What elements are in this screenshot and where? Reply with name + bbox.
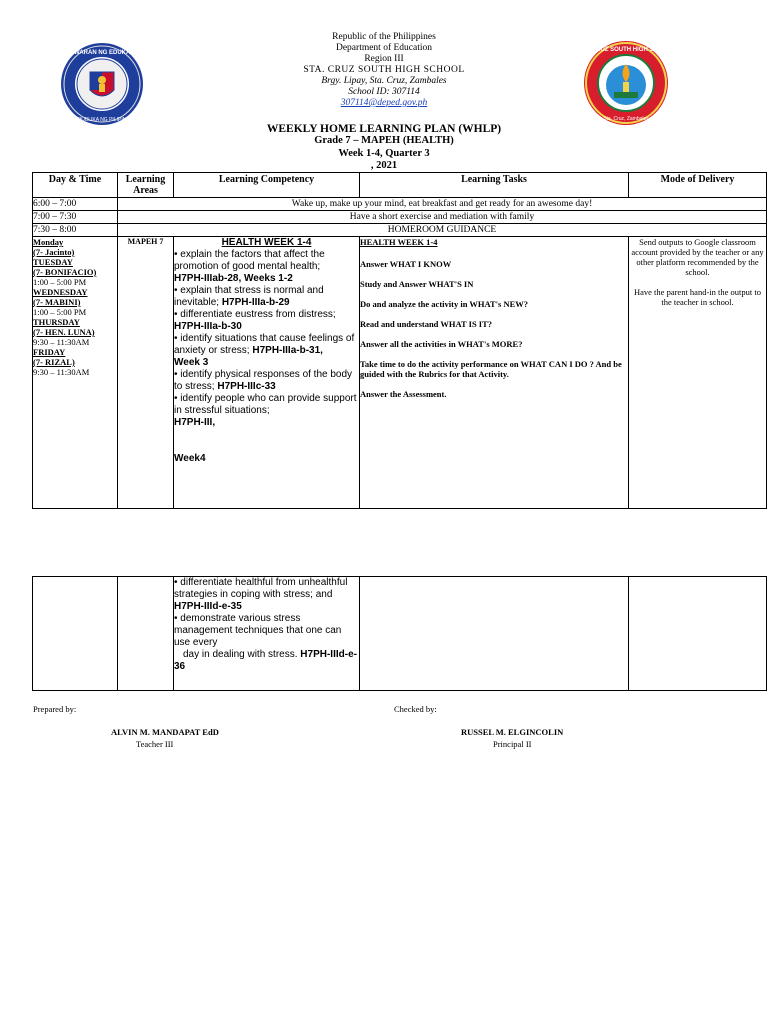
col-header-day-time: Day & Time <box>33 173 118 198</box>
delivery-cell <box>629 237 767 509</box>
task-item: Read and understand WHAT IS IT? <box>360 319 493 329</box>
col-header-delivery: Mode of Delivery <box>629 173 767 198</box>
schedule-row <box>33 224 767 237</box>
empty-cell <box>360 577 629 691</box>
schedule-time: 7:30 – 8:00 <box>33 224 118 237</box>
competency-code: H7PH-IIIa-b-29 <box>221 297 290 308</box>
school-seal-logo <box>576 40 676 126</box>
schedule-row <box>33 211 767 224</box>
day-time: 9:30 – 11:30AM <box>33 367 90 377</box>
col-header-tasks: Learning Tasks <box>360 173 629 198</box>
lesson-row <box>33 237 767 509</box>
day-time: 1:00 – 5:00 PM <box>33 277 87 287</box>
schedule-time: 6:00 – 7:00 <box>33 198 118 211</box>
header-department: Department of Education <box>335 43 433 53</box>
day-name: TUESDAY <box>33 257 73 267</box>
week-label: Week4 <box>174 453 206 464</box>
learning-area-cell: MAPEH 7 <box>118 237 174 509</box>
deped-ring-text: KAGAWARAN NG EDUKASYON <box>56 50 148 56</box>
task-item: Answer all the activities in WHAT's MORE? <box>360 339 523 349</box>
section-name: (7- MABINI) <box>33 297 81 307</box>
checked-by-name: RUSSEL M. ELGINCOLIN <box>461 727 564 737</box>
competency-item: • demonstrate various stress management techniques that one can use every day in dealing with stress. H7PH-IIId-e-36 <box>174 613 357 672</box>
checked-by-title: Principal II <box>493 739 532 749</box>
competency-cell <box>174 237 360 509</box>
empty-cell <box>118 577 174 691</box>
competency-heading: HEALTH WEEK 1-4 <box>221 237 312 248</box>
schedule-time: 7:00 – 7:30 <box>33 211 118 224</box>
delivery-text: Send outputs to Google classroom account provided by the teacher or any other platform recommended by the school. <box>631 237 764 277</box>
task-item: Answer the Assessment. <box>360 389 447 399</box>
continuation-table <box>32 576 767 691</box>
competency-item: • explain the factors that affect the promotion of good mental health; H7PH-IIIab-28, Weeks 1-2 <box>174 249 325 284</box>
header-country: Republic of the Philippines <box>332 32 436 42</box>
empty-cell <box>629 577 767 691</box>
day-name: WEDNESDAY <box>33 287 88 297</box>
tasks-heading: HEALTH WEEK 1-4 <box>360 237 438 247</box>
competency-code: H7PH-IIId-e-35 <box>174 601 242 612</box>
schedule-row <box>33 198 767 211</box>
competency-item: • identify physical responses of the body to stress; H7PH-IIIc-33 <box>174 369 353 392</box>
task-item: Study and Answer WHAT'S IN <box>360 279 474 289</box>
section-name: (7- RIZAL) <box>33 357 75 367</box>
col-header-competency: Learning Competency <box>174 173 360 198</box>
task-item: Do and analyze the activity in WHAT's NEW? <box>360 299 529 309</box>
delivery-text: Have the parent hand-in the output to the teacher in school. <box>634 287 761 307</box>
competency-cell <box>174 577 360 691</box>
plan-year: , 2021 <box>370 160 398 171</box>
table-header-row <box>33 173 767 198</box>
school-bottom-text: Sta. Cruz, Zambales <box>603 116 649 122</box>
schedule-activity: Wake up, make up your mind, eat breakfast and get ready for an awesome day! <box>118 198 767 211</box>
task-item: Take time to do the activity performance on WHAT CAN I DO ? And be guided with the Rubrics for that Activity. <box>360 359 622 379</box>
competency-item: • differentiate healthful from unhealthful strategies in coping with stress; and H7PH-IIId-e-35 <box>174 577 348 612</box>
learning-plan-table <box>32 172 767 509</box>
competency-item: • identify people who can provide support in stressful situations; H7PH-III, <box>174 393 357 428</box>
section-name: (7- BONIFACIO) <box>33 267 97 277</box>
prepared-by-label: Prepared by: <box>33 704 77 714</box>
deped-bottom-text: REPUBLIKA NG PILIPINAS <box>71 117 133 123</box>
plan-subject: Grade 7 – MAPEH (HEALTH) <box>314 135 454 146</box>
prepared-by-name: ALVIN M. MANDAPAT EdD <box>111 727 219 737</box>
competency-code: H7PH-IIIab-28, Weeks 1-2 <box>174 273 293 284</box>
header-region: Region III <box>364 54 404 64</box>
day-time: 1:00 – 5:00 PM <box>33 307 87 317</box>
competency-code: H7PH-III, <box>174 417 216 428</box>
prepared-by-title: Teacher III <box>136 739 174 749</box>
schedule-activity: Have a short exercise and mediation with family <box>118 211 767 224</box>
day-name: FRIDAY <box>33 347 66 357</box>
header-email-link[interactable]: 307114@deped.gov.ph <box>340 98 428 108</box>
checked-by-label: Checked by: <box>394 704 437 714</box>
plan-title: WEEKLY HOME LEARNING PLAN (WHLP) <box>266 123 502 135</box>
task-item: Answer WHAT I KNOW <box>360 259 452 269</box>
school-ring-text: STA. CRUZ SOUTH HIGH SCHOOL <box>576 47 676 53</box>
competency-item: • identify situations that cause feelings of anxiety or stress; H7PH-IIIa-b-31, <box>174 333 355 356</box>
plan-week: Week 1-4, Quarter 3 <box>338 148 430 159</box>
week-label: Week 3 <box>174 357 209 368</box>
competency-code: H7PH-IIIa-b-30 <box>174 321 242 332</box>
competency-item: • differentiate eustress from distress; H7PH-IIIa-b-30 <box>174 309 336 332</box>
schedule-activity: HOMEROOM GUIDANCE <box>118 224 767 237</box>
competency-code: H7PH-IIIc-33 <box>217 381 276 392</box>
header-address: Brgy. Lipay, Sta. Cruz, Zambales <box>321 76 447 86</box>
tasks-cell <box>360 237 629 509</box>
day-name: THURSDAY <box>33 317 80 327</box>
day-time: 9:30 – 11:30AM <box>33 337 90 347</box>
section-name: (7- HEN. LUNA) <box>33 327 95 337</box>
day-name: Monday <box>33 237 64 247</box>
competency-item: • explain that stress is normal and inevitable; H7PH-IIIa-b-29 <box>174 285 324 308</box>
continuation-row <box>33 577 767 691</box>
header-school-id: School ID: 307114 <box>348 87 420 97</box>
header-school-name: STA. CRUZ SOUTH HIGH SCHOOL <box>303 65 465 75</box>
days-cell <box>33 237 118 509</box>
empty-cell <box>33 577 118 691</box>
section-name: (7- Jacinto) <box>33 247 75 257</box>
col-header-learning-areas: Learning Areas <box>118 173 174 198</box>
competency-code: H7PH-IIId-e-36 <box>174 649 357 672</box>
deped-seal-logo <box>56 42 148 126</box>
competency-code: H7PH-IIIa-b-31, <box>252 345 323 356</box>
